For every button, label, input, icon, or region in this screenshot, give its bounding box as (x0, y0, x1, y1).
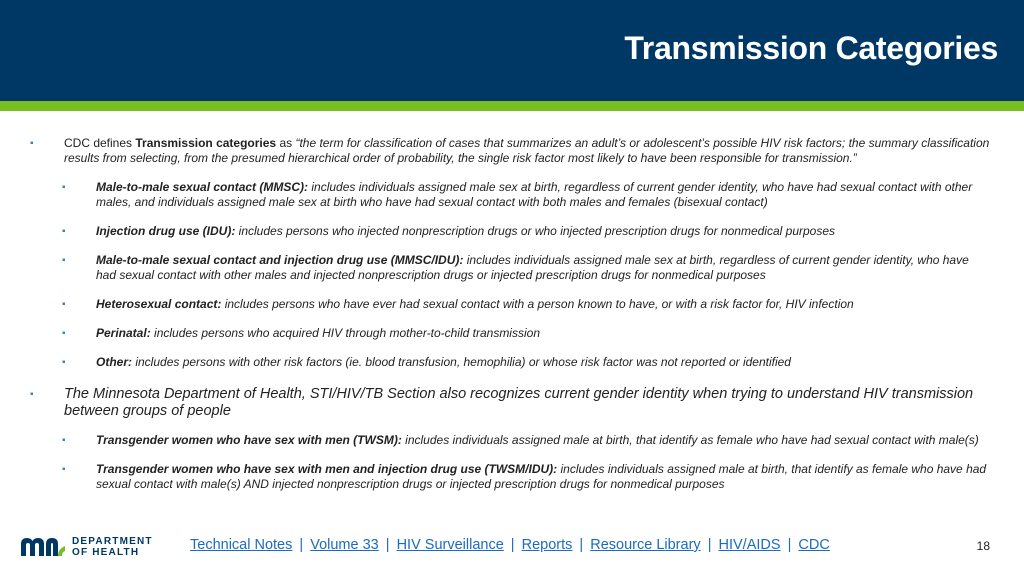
slide-content (30, 136, 990, 492)
category-desc: includes persons who acquired HIV through mother-to-child transmission (150, 326, 540, 340)
header-accent-stripe (0, 101, 1024, 111)
link-cdc[interactable]: CDC (798, 537, 830, 553)
intro-lead: CDC defines (64, 136, 136, 150)
list-item-mmsc-idu (30, 253, 990, 283)
category-desc: includes individuals assigned male sex at birth, regardless of current gender identity, who have had sexual contact with other males and injected nonprescription drugs or injected prescription drugs for nonmedical purposes (96, 253, 969, 282)
logo-line-2: OF HEALTH (72, 547, 140, 558)
category-desc: includes persons who have ever had sexual contact with a person known to have, or with a risk factor for, HIV infection (221, 297, 854, 311)
category-term: Transgender women who have sex with men (TWSM): (96, 433, 402, 447)
page-number: 18 (976, 539, 990, 553)
list-item-other (30, 355, 990, 370)
bullet-square-icon: ▪ (62, 464, 66, 475)
list-item-mmsc (30, 180, 990, 210)
mdh-note-bullet (30, 386, 990, 419)
link-technical-notes[interactable]: Technical Notes (190, 537, 293, 553)
link-reports[interactable]: Reports (521, 537, 573, 553)
bullet-square-icon: ▪ (62, 328, 66, 339)
minnesota-logo-icon (20, 537, 66, 557)
bullet-square-icon: ▪ (62, 226, 66, 237)
bullet-square-icon: ▪ (62, 357, 66, 368)
category-term: Male-to-male sexual contact (MMSC): (96, 180, 309, 194)
link-volume[interactable]: Volume 33 (310, 537, 379, 553)
link-separator: | (787, 537, 792, 553)
category-desc: includes individuals assigned male at birth, that identify as female who have had sexual contact with male(s) (401, 433, 979, 447)
link-hiv-surveillance[interactable]: HIV Surveillance (396, 537, 504, 553)
category-term: Male-to-male sexual contact and injection drug use (MMSC/IDU): (96, 253, 464, 267)
link-separator: | (299, 537, 304, 553)
intro-quote: “the term for classification of cases that summarizes an adult’s or adolescent’s possible HIV risk factors; the summary classification results from selecting, from the presumed hierarchical order of probability, the single risk factor most likely to have been responsible for transmission.” (64, 136, 990, 165)
category-desc: includes persons with other risk factors (ie. blood transfusion, hemophilia) or whose risk factor was not reported or identified (132, 355, 791, 369)
bullet-square-icon: ▪ (62, 255, 66, 266)
category-term: Other: (96, 355, 132, 369)
intro-term: Transmission categories (135, 136, 277, 150)
link-hiv-aids[interactable]: HIV/AIDS (718, 537, 781, 553)
category-desc: includes individuals assigned male at birth, that identify as female who have had sexual contact with male(s) AND injected nonprescription drugs or injected prescription drugs for nonmedical purposes (96, 462, 987, 491)
logo-wordmark (72, 536, 153, 558)
category-term: Injection drug use (IDU): (96, 224, 236, 238)
intro-bullet (30, 136, 990, 166)
mdh-note-text: The Minnesota Department of Health, STI/HIV/TB Section also recognizes current gender identity when trying to understand HIV transmission between groups of people (64, 386, 974, 419)
footer-breadcrumb (190, 537, 830, 553)
bullet-square-icon: ▪ (62, 435, 66, 446)
bullet-square-icon: ▪ (30, 389, 34, 400)
category-term: Perinatal: (96, 326, 151, 340)
list-item-twsm (30, 433, 990, 448)
list-item-heterosexual (30, 297, 990, 312)
bullet-square-icon: ▪ (30, 138, 34, 149)
list-item-twsm-idu (30, 462, 990, 492)
category-term: Transgender women who have sex with men and injection drug use (TWSM/IDU): (96, 462, 558, 476)
bullet-square-icon: ▪ (62, 182, 66, 193)
category-desc: includes individuals assigned male sex at birth, regardless of current gender identity, who have had sexual contact with other males, and individuals assigned male sex at birth who have had sexual contact with both males and females (bisexual contact) (96, 180, 973, 209)
link-separator: | (579, 537, 584, 553)
link-resource-library[interactable]: Resource Library (590, 537, 701, 553)
link-separator: | (510, 537, 515, 553)
bullet-square-icon: ▪ (62, 299, 66, 310)
logo-line-1: DEPARTMENT (72, 536, 153, 547)
page-title: Transmission Categories (624, 30, 998, 66)
list-item-idu (30, 224, 990, 239)
intro-mid: as (276, 136, 296, 150)
link-separator: | (385, 537, 390, 553)
link-separator: | (707, 537, 712, 553)
category-term: Heterosexual contact: (96, 297, 222, 311)
mdh-logo (20, 536, 153, 558)
list-item-perinatal (30, 326, 990, 341)
category-desc: includes persons who injected nonprescription drugs or who injected prescription drugs for nonmedical purposes (235, 224, 836, 238)
